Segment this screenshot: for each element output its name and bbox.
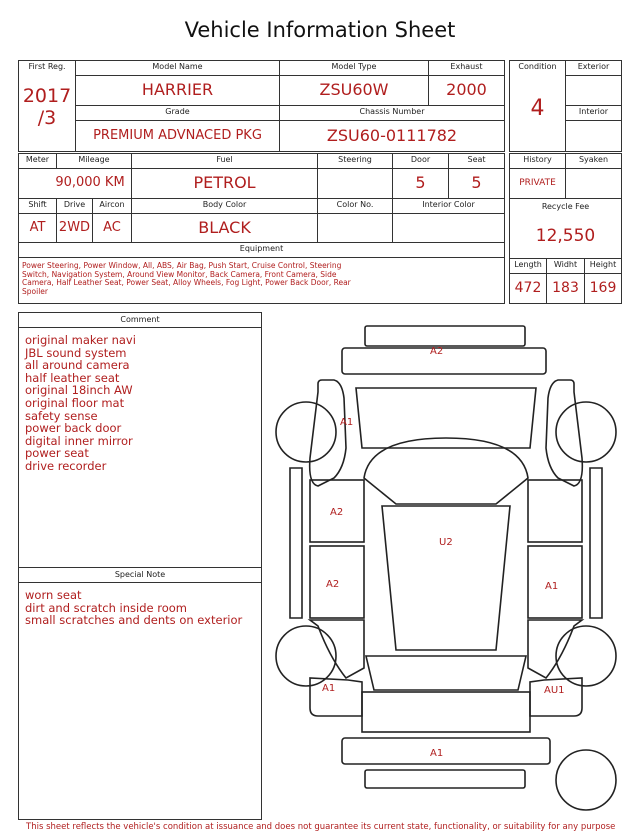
history-table [509, 153, 622, 304]
note-line: dirt and scratch inside room [25, 600, 187, 615]
height-label: Height [589, 260, 617, 269]
interior-label: Interior [578, 107, 609, 116]
car-damage-diagram [270, 318, 622, 818]
history-value: PRIVATE [519, 178, 556, 188]
shift-value: AT [29, 220, 46, 235]
comment-line: all around camera [25, 358, 130, 373]
height-value: 169 [589, 280, 617, 296]
model-type-label: Model Type [331, 62, 377, 71]
damage-left-rear-fender: A1 [322, 683, 336, 694]
damage-left-front-fender: A1 [340, 417, 354, 428]
right-rocker [590, 468, 602, 618]
steering-label: Steering [338, 155, 372, 164]
exhaust-value: 2000 [446, 80, 487, 99]
special-note-label: Special Note [19, 568, 261, 583]
hood [356, 388, 536, 448]
comment-line: power seat [25, 446, 89, 461]
tailgate [362, 692, 530, 732]
seat-label: Seat [467, 155, 486, 164]
chassis-label: Chassis Number [359, 107, 425, 116]
damage-right-rear-fender: AU1 [544, 685, 565, 696]
note-line: worn seat [25, 588, 82, 602]
left-rocker [290, 468, 302, 618]
first-reg-month: /3 [37, 107, 57, 129]
condition-value: 4 [530, 96, 545, 121]
comment-label: Comment [19, 313, 261, 328]
left-front-fender [310, 380, 346, 486]
fuel-value: PETROL [193, 173, 256, 192]
aircon-label: Aircon [99, 200, 125, 209]
disclaimer-footer: This sheet reflects the vehicle's condition at issuance and does not guarantee its current state, functionality, or suitability for any purpose [26, 822, 616, 832]
condition-label: Condition [518, 62, 557, 71]
registration-table [18, 60, 505, 152]
chassis-value: ZSU60-0111782 [326, 126, 458, 145]
color-no-label: Color No. [336, 200, 374, 209]
wheel-left-rear [276, 626, 336, 686]
door-label: Door [410, 155, 431, 164]
comment-line: power back door [25, 421, 122, 436]
exhaust-label: Exhaust [450, 62, 483, 71]
equipment-label: Equipment [239, 244, 284, 253]
comment-line: half leather seat [25, 370, 120, 385]
damage-left-rear-door: A2 [326, 579, 340, 590]
first-reg-year: 2017 [22, 85, 72, 107]
comment-box [18, 312, 262, 568]
damage-rear-bumper: A1 [430, 748, 444, 759]
special-note-box [18, 567, 262, 820]
comment-line: original 18inch AW [25, 383, 133, 398]
equipment-list: Power Steering, Power Window, All, ABS, Air Bag, Push Start, Cruise Control, Steering Switch, Navigation System, Around View Monitor, Back Camera, Front Camera, Side Camera, Half Leather Seat, Power Seat, Alloy Wheels, Fog Light, Power Back Door, Rear Spoiler [22, 261, 351, 296]
drive-value: 2WD [58, 220, 91, 235]
sheet-title: Vehicle Information Sheet [184, 18, 456, 42]
aircon-value: AC [103, 220, 121, 235]
rear-bumper-bottom [365, 770, 525, 788]
width-value: 183 [552, 280, 579, 296]
model-type-value: ZSU60W [319, 80, 389, 99]
condition-table [509, 60, 622, 152]
shift-label: Shift [28, 200, 47, 209]
length-value: 472 [514, 280, 542, 296]
exterior-label: Exterior [577, 62, 610, 71]
note-line: small scratches and dents on exterior [25, 613, 243, 628]
comment-line: original maker navi [25, 333, 136, 347]
width-label: Widht [553, 260, 578, 269]
front-bumper [342, 348, 546, 374]
damage-front-bumper: A2 [430, 346, 444, 357]
comment-line: digital inner mirror [25, 433, 133, 448]
model-name-value: HARRIER [141, 80, 214, 99]
recycle-label: Recycle Fee [541, 202, 590, 211]
comment-line: JBL sound system [25, 345, 127, 360]
first-reg-cell [19, 61, 76, 152]
damage-roof: U2 [439, 537, 453, 548]
body-color-value: BLACK [198, 218, 251, 237]
comment-line: drive recorder [25, 458, 107, 473]
comment-line: original floor mat [25, 395, 125, 410]
meter-label: Meter [25, 155, 50, 164]
wheel-right-front [556, 402, 616, 462]
comment-lines [19, 328, 261, 479]
model-name-label: Model Name [152, 62, 203, 71]
door-value: 5 [415, 173, 426, 192]
right-front-door [528, 480, 582, 542]
body-color-label: Body Color [202, 200, 247, 209]
interior-color-label: Interior Color [422, 200, 475, 209]
wheel-left-front [276, 402, 336, 462]
damage-left-front-door: A2 [330, 507, 344, 518]
right-front-fender [546, 380, 582, 486]
grade-label: Grade [165, 107, 190, 116]
roof [382, 506, 510, 650]
first-reg-label: First Reg. [28, 62, 66, 71]
comment-line: safety sense [25, 408, 98, 423]
wheel-right-rear [556, 626, 616, 686]
seat-value: 5 [471, 173, 482, 192]
grade-value: PREMIUM ADVNACED PKG [93, 128, 262, 143]
drive-label: Drive [63, 200, 86, 209]
damage-right-rear-door: A1 [545, 581, 559, 592]
mileage-label: Mileage [78, 155, 110, 164]
recycle-value: 12,550 [535, 226, 596, 246]
special-note-lines [19, 583, 261, 633]
mileage-value: 90,000 KM [55, 175, 125, 190]
syaken-label: Syaken [578, 155, 609, 164]
rear-bumper [342, 738, 550, 764]
front-bumper-top [365, 326, 525, 346]
length-label: Length [514, 260, 542, 269]
fuel-label: Fuel [216, 155, 233, 164]
history-label: History [523, 155, 552, 164]
rear-window [366, 656, 526, 690]
spare-wheel [556, 750, 616, 810]
